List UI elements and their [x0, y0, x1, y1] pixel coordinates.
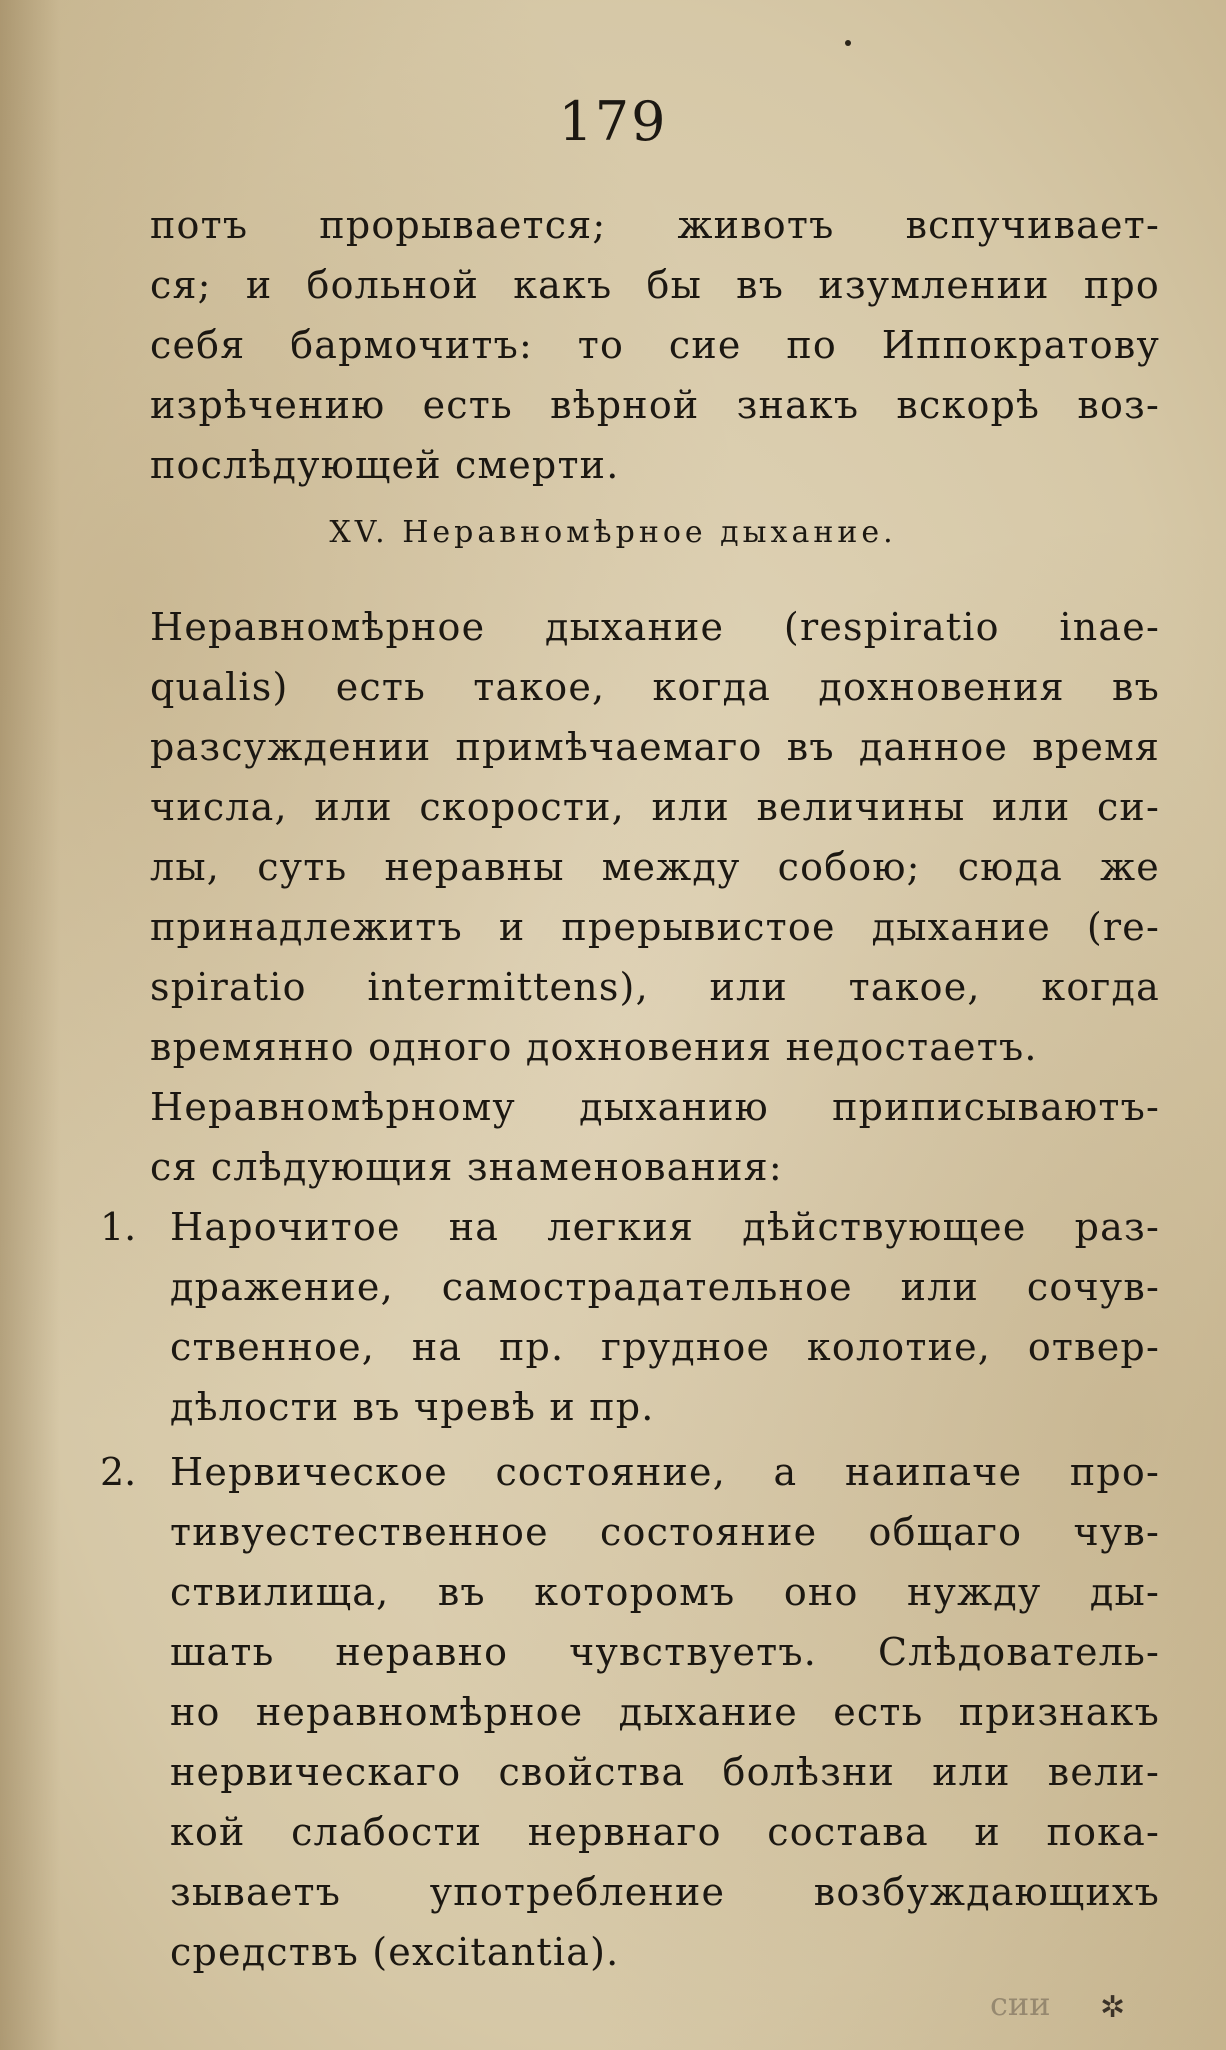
paragraph-continuation [150, 195, 1160, 495]
text-line: Нервическое состояние, а наипаче про- [170, 1450, 1160, 1494]
item-number: 2. [100, 1450, 137, 1494]
page-edge-shadow [0, 0, 60, 2050]
text-line: Нарочитое на легкия дѣйствующее раз- [170, 1205, 1160, 1249]
text-line: изрѣчению есть вѣрной знакъ вскорѣ воз- [150, 383, 1160, 427]
item-body [170, 1442, 1160, 1982]
text-line: кой слабости нервнаго состава и пока- [170, 1810, 1160, 1854]
item-body [170, 1197, 1160, 1437]
text-line: шать неравно чувствуетъ. Слѣдователь- [170, 1630, 1160, 1674]
text-line: qualis) есть такое, когда дохновения въ [150, 665, 1160, 709]
text-line: ственное, на пр. грудное колотие, отвер- [170, 1325, 1160, 1369]
text-line: средствъ (excitantia). [170, 1930, 620, 1974]
text-line: Неравномѣрное дыхание (respiratio inae- [150, 605, 1160, 649]
text-line: числа, или скорости, или величины или си- [150, 785, 1160, 829]
text-line: разсуждении примѣчаемаго въ данное время [150, 725, 1160, 769]
page-number: 179 [558, 90, 668, 153]
text-line: ствилища, въ которомъ оно нужду ды- [170, 1570, 1160, 1614]
text-line: лы, суть неравны между собою; сюда же [150, 845, 1160, 889]
ink-speck [845, 40, 851, 46]
text-line: принадлежитъ и прерывистое дыхание (re- [150, 905, 1160, 949]
text-line: потъ прорывается; животъ вспучивает- [150, 203, 1160, 247]
text-line: времянно одного дохновения недостаетъ. [150, 1025, 1038, 1069]
section-heading: XV. Неравномѣрное дыхание. [329, 515, 897, 550]
text-line: тивуестественное состояние общаго чув- [170, 1510, 1160, 1554]
text-line: послѣдующей смерти. [150, 443, 620, 487]
text-line: spiratio intermittens), или такое, когда [150, 965, 1160, 1009]
printer-ornament-icon: ✲ [1100, 1990, 1126, 2025]
item-number: 1. [100, 1205, 137, 1249]
text-line: зываетъ употребление возбуждающихъ [170, 1870, 1160, 1914]
text-line: себя бармочитъ: то сие по Иппократову [150, 323, 1160, 367]
numbered-item-2 [100, 1442, 1160, 1982]
numbered-item-1 [100, 1197, 1160, 1437]
text-line: но неравномѣрное дыхание есть признакъ [170, 1690, 1160, 1734]
section-paragraph [150, 597, 1160, 1197]
text-line: нервическаго свойства болѣзни или вели- [170, 1750, 1160, 1794]
text-line: дражение, самострадательное или сочув- [170, 1265, 1160, 1309]
catchword: сии [990, 1985, 1051, 2023]
text-line: дѣлости въ чревѣ и пр. [170, 1385, 655, 1429]
text-line: ся слѣдующия знаменования: [150, 1145, 783, 1189]
text-line: ся; и больной какъ бы въ изумлении про [150, 263, 1160, 307]
text-line: Неравномѣрному дыханию приписываютъ- [150, 1085, 1160, 1129]
